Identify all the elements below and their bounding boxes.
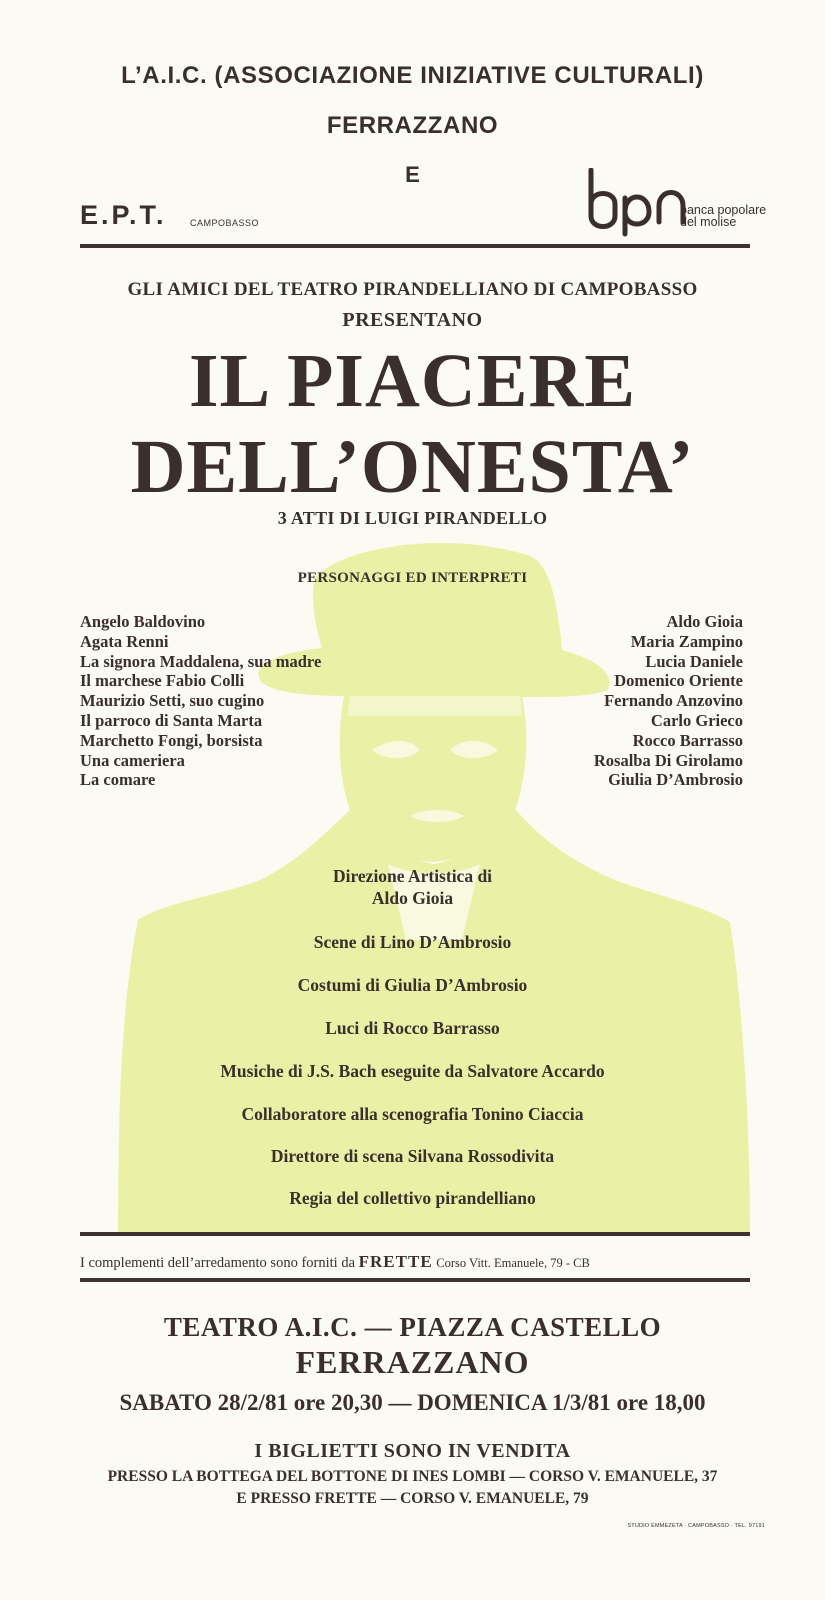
credit-lights: Luci di Rocco Barrasso bbox=[325, 1018, 500, 1038]
cast-role: La signora Maddalena, sua madre bbox=[80, 651, 322, 671]
cast-heading: PERSONAGGI ED INTERPRETI bbox=[297, 570, 528, 586]
credit-direction-label: Direzione Artistica di bbox=[332, 866, 493, 886]
ept-label: E.P.T. bbox=[80, 200, 167, 230]
credit-scenes: Scene di Lino D’Ambrosio bbox=[313, 932, 512, 952]
tickets-location-1: PRESSO LA BOTTEGA DEL BOTTONE DI INES LOMBI — CORSO V. EMANUELE, 37 bbox=[107, 1468, 718, 1485]
bank-name-line-2: del molise bbox=[680, 215, 737, 229]
cast-actor: Carlo Grieco bbox=[650, 710, 743, 730]
credit-set-collaborator: Collaboratore alla scenografia Tonino Ciaccia bbox=[241, 1104, 584, 1124]
credit-direction-name: Aldo Gioia bbox=[371, 888, 454, 908]
credit-music: Musiche di J.S. Bach eseguite da Salvatore Accardo bbox=[220, 1061, 605, 1081]
cast-role: Il marchese Fabio Colli bbox=[80, 671, 245, 691]
venue-name: TEATRO A.I.C. — PIAZZA CASTELLO bbox=[163, 1312, 662, 1342]
play-title-line-1: IL PIACERE bbox=[188, 339, 637, 423]
cast-role: Il parroco di Santa Marta bbox=[80, 710, 263, 730]
bank-name-line-1: banca popolare bbox=[680, 203, 767, 217]
cast-role: Marchetto Fongi, borsista bbox=[80, 730, 263, 750]
cast-actor: Rocco Barrasso bbox=[632, 730, 743, 750]
credit-costumes: Costumi di Giulia D’Ambrosio bbox=[297, 975, 528, 995]
play-subtitle: 3 ATTI DI LUIGI PIRANDELLO bbox=[277, 508, 548, 528]
tickets-heading: I BIGLIETTI SONO IN VENDITA bbox=[254, 1440, 571, 1462]
furnishing-note bbox=[80, 1252, 750, 1272]
venue-town: FERRAZZANO bbox=[295, 1344, 530, 1380]
ept-city: CAMPOBASSO bbox=[190, 218, 260, 228]
presentano: PRESENTANO bbox=[342, 309, 483, 331]
cast-role: Una cameriera bbox=[80, 750, 185, 770]
cast-roles bbox=[80, 612, 321, 790]
cast-actors bbox=[594, 612, 743, 790]
cast-role: Agata Renni bbox=[80, 631, 169, 651]
furnishing-text: I complementi dell’arredamento sono forniti da bbox=[80, 1255, 356, 1271]
credits-divider bbox=[80, 1232, 750, 1236]
cast-actor: Aldo Gioia bbox=[666, 612, 743, 631]
tickets-location-2: E PRESSO FRETTE — CORSO V. EMANUELE, 79 bbox=[236, 1490, 589, 1507]
cast-role: La comare bbox=[80, 770, 156, 790]
header-divider bbox=[80, 244, 750, 248]
cast-actor: Domenico Oriente bbox=[614, 671, 743, 691]
frette-brand: FRETTE bbox=[358, 1252, 433, 1271]
cast-role: Angelo Baldovino bbox=[80, 612, 206, 631]
cast-actor: Lucia Daniele bbox=[645, 651, 743, 671]
printer-credit: STUDIO EMMEZETA · CAMPOBASSO · TEL. 97191 bbox=[627, 1523, 765, 1529]
organizer-line-1: L’A.I.C. (ASSOCIAZIONE INIZIATIVE CULTURALI) bbox=[121, 62, 704, 89]
cast-actor: Giulia D’Ambrosio bbox=[608, 770, 743, 790]
performance-dates: SABATO 28/2/81 ore 20,30 — DOMENICA 1/3/81 ore 18,00 bbox=[119, 1390, 706, 1415]
credit-stage-director: Direttore di scena Silvana Rossodivita bbox=[270, 1146, 555, 1166]
credit-regia: Regia del collettivo pirandelliano bbox=[289, 1188, 536, 1208]
cast-actor: Rosalba Di Girolamo bbox=[593, 750, 743, 770]
cast-actor: Maria Zampino bbox=[630, 631, 743, 651]
play-title-line-2: DELL’ONESTA’ bbox=[130, 425, 695, 509]
presenters: GLI AMICI DEL TEATRO PIRANDELLIANO DI CAMPOBASSO bbox=[127, 279, 698, 300]
organizer-line-2: FERRAZZANO bbox=[326, 112, 499, 139]
furnishing-divider bbox=[80, 1278, 750, 1282]
cast-role: Maurizio Setti, suo cugino bbox=[80, 691, 265, 711]
frette-address: Corso Vitt. Emanuele, 79 - CB bbox=[436, 1256, 590, 1270]
conjunction: E bbox=[405, 162, 420, 187]
cast-actor: Fernando Anzovino bbox=[604, 691, 743, 711]
